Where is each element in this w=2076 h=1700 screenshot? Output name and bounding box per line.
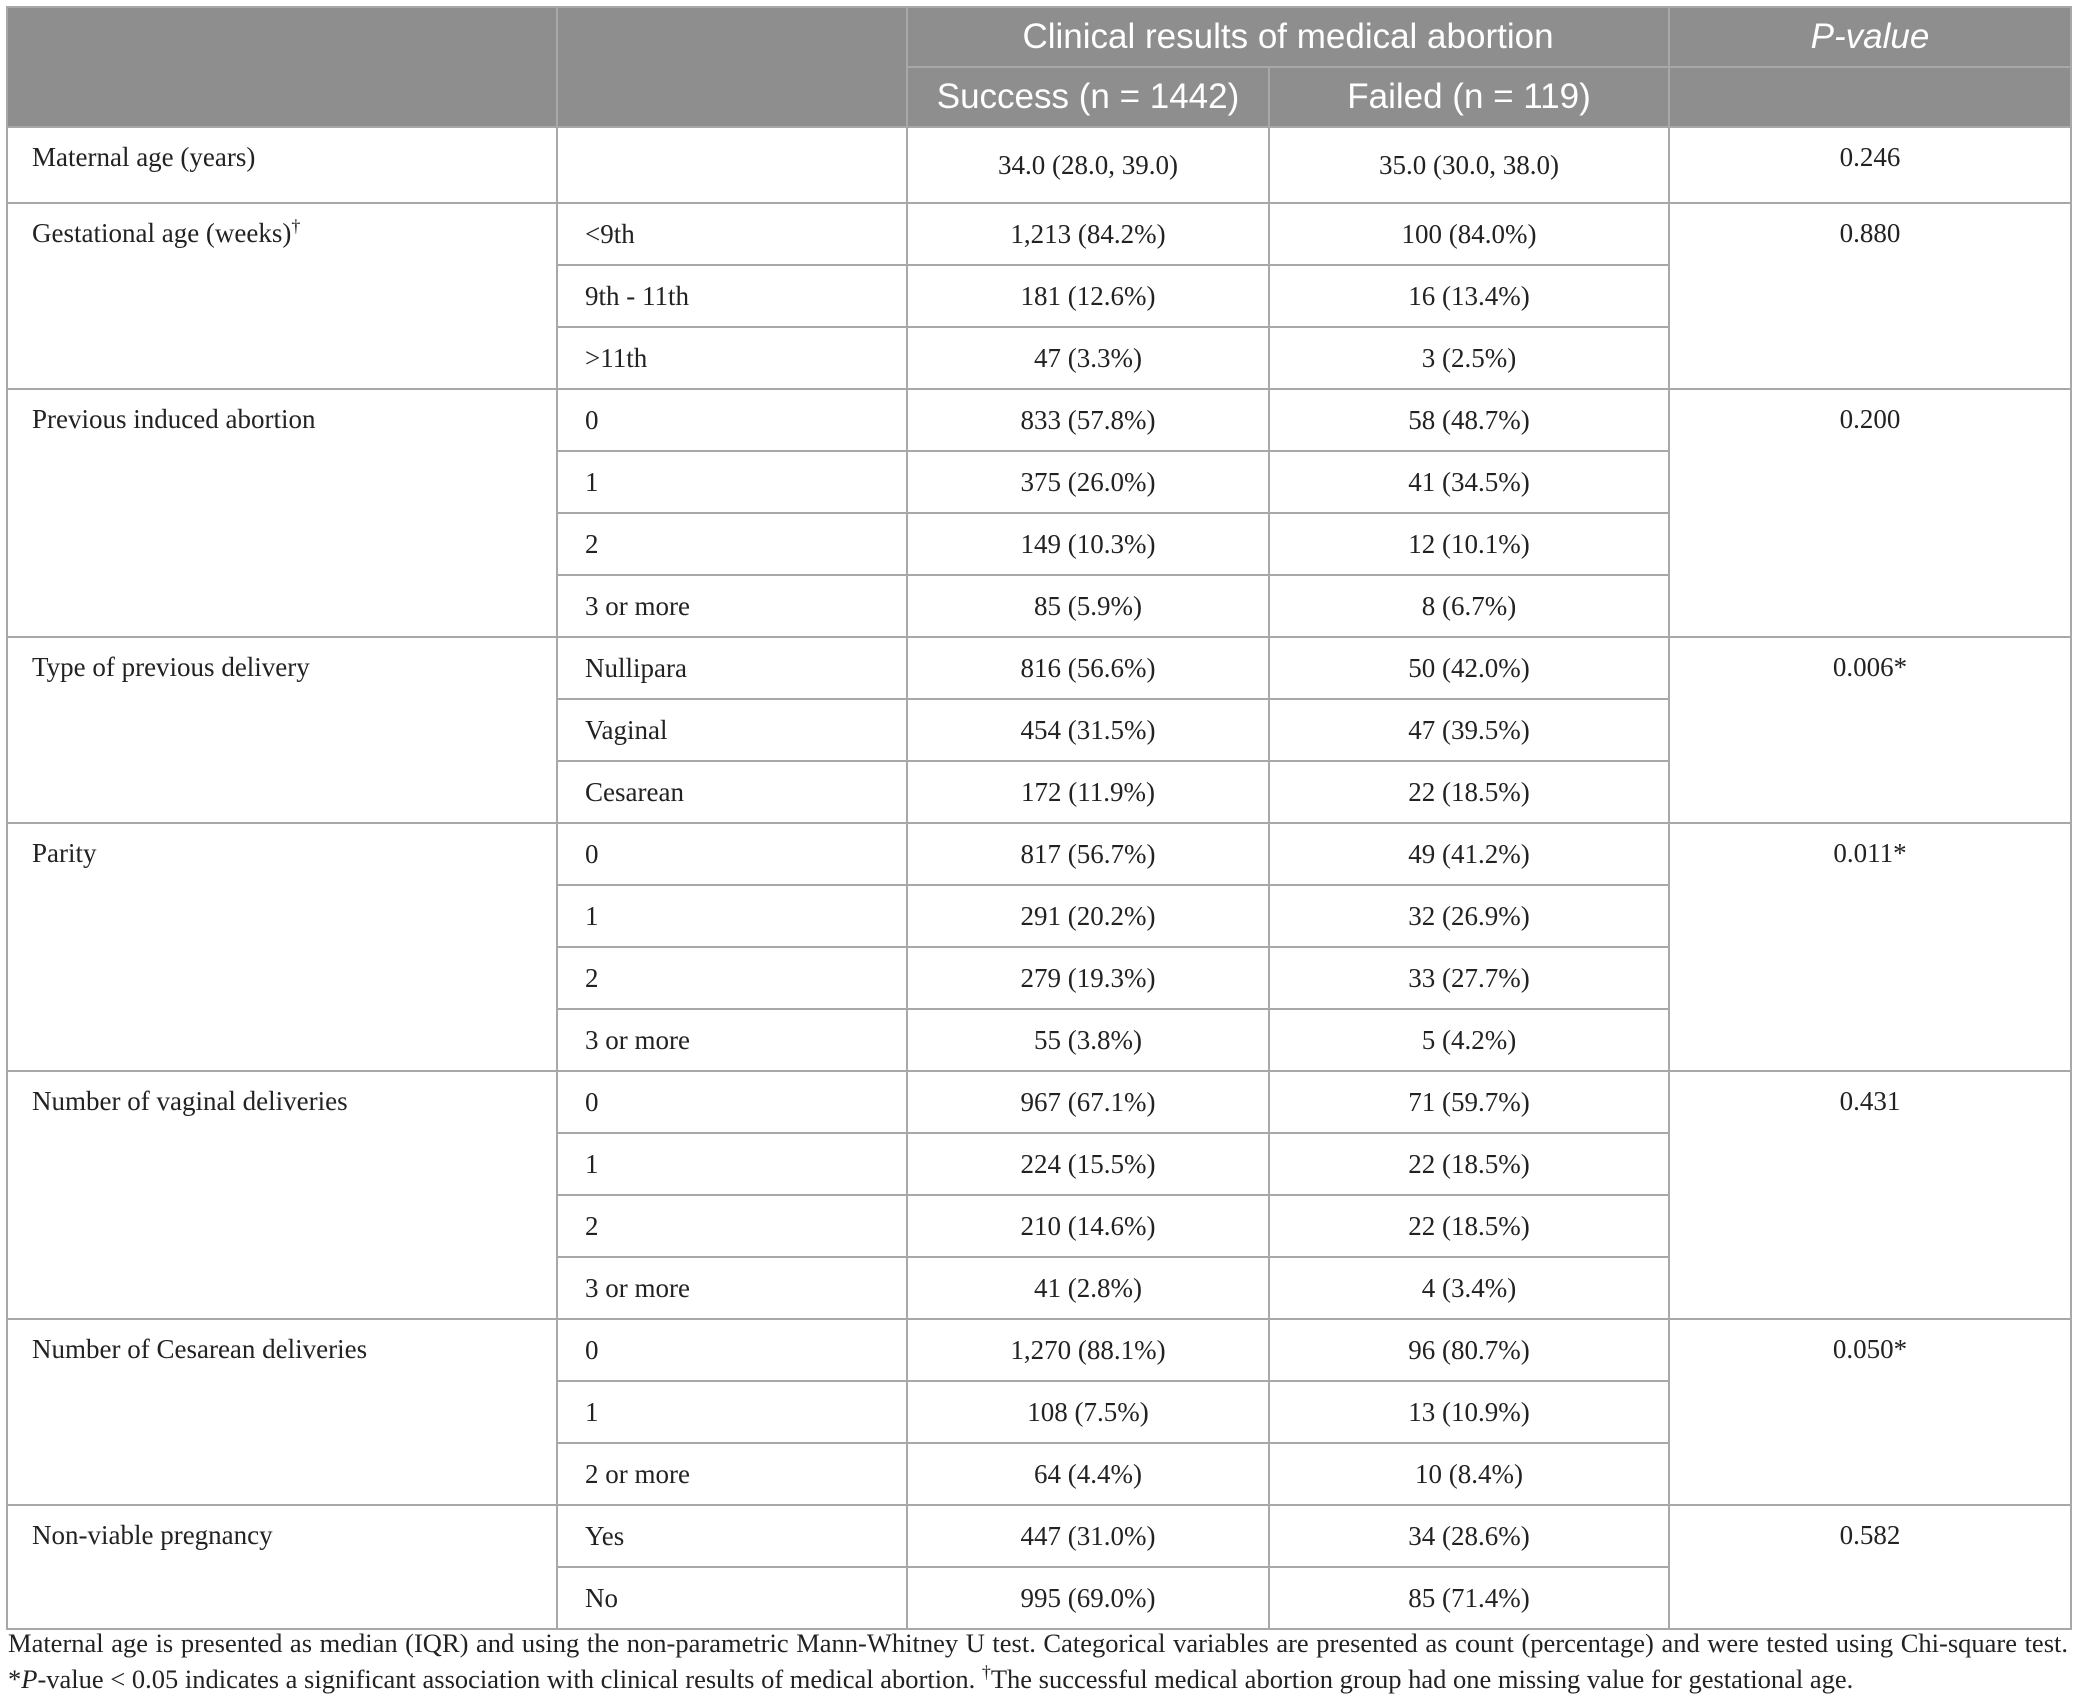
header-pvalue-blank <box>1669 67 2071 127</box>
header-blank-category <box>557 7 907 127</box>
success-cell: 64 (4.4%) <box>907 1443 1269 1505</box>
footnote-p-italic: P <box>21 1664 38 1694</box>
success-cell: 85 (5.9%) <box>907 575 1269 637</box>
pvalue-cell: 0.880 <box>1669 203 2071 389</box>
failed-cell: 10 (8.4%) <box>1269 1443 1669 1505</box>
success-cell: 181 (12.6%) <box>907 265 1269 327</box>
failed-cell: 47 (39.5%) <box>1269 699 1669 761</box>
failed-cell: 22 (18.5%) <box>1269 761 1669 823</box>
failed-cell: 50 (42.0%) <box>1269 637 1669 699</box>
pvalue-cell: 0.006* <box>1669 637 2071 823</box>
failed-cell: 35.0 (30.0, 38.0) <box>1269 127 1669 203</box>
category-cell: 1 <box>557 451 907 513</box>
failed-cell: 5 (4.2%) <box>1269 1009 1669 1071</box>
success-cell: 47 (3.3%) <box>907 327 1269 389</box>
category-cell: 1 <box>557 1381 907 1443</box>
pvalue-cell: 0.011* <box>1669 823 2071 1071</box>
category-cell: Vaginal <box>557 699 907 761</box>
variable-cell <box>7 1505 557 1629</box>
failed-cell: 100 (84.0%) <box>1269 203 1669 265</box>
success-cell: 291 (20.2%) <box>907 885 1269 947</box>
variable-label: Type of previous delivery <box>32 652 310 682</box>
category-cell: 2 <box>557 1195 907 1257</box>
success-cell: 210 (14.6%) <box>907 1195 1269 1257</box>
failed-cell: 34 (28.6%) <box>1269 1505 1669 1567</box>
category-cell: No <box>557 1567 907 1629</box>
failed-cell: 8 (6.7%) <box>1269 575 1669 637</box>
header-success: Success (n = 1442) <box>907 67 1269 127</box>
category-cell: 9th - 11th <box>557 265 907 327</box>
category-cell: 3 or more <box>557 1009 907 1071</box>
footnote-part3: The successful medical abortion group had one missing value for gestational age. <box>990 1664 1854 1694</box>
category-cell: 2 <box>557 513 907 575</box>
success-cell: 41 (2.8%) <box>907 1257 1269 1319</box>
failed-cell: 22 (18.5%) <box>1269 1195 1669 1257</box>
category-cell: 0 <box>557 823 907 885</box>
success-cell: 967 (67.1%) <box>907 1071 1269 1133</box>
table-row <box>7 127 2071 203</box>
table-row <box>7 823 2071 885</box>
failed-cell: 16 (13.4%) <box>1269 265 1669 327</box>
variable-label: Number of vaginal deliveries <box>32 1086 348 1116</box>
failed-cell: 49 (41.2%) <box>1269 823 1669 885</box>
table-row <box>7 389 2071 451</box>
header-blank-variable <box>7 7 557 127</box>
variable-label: Number of Cesarean deliveries <box>32 1334 368 1364</box>
header-pvalue-label: P-value <box>1810 17 1930 56</box>
success-cell: 108 (7.5%) <box>907 1381 1269 1443</box>
variable-cell <box>7 203 557 389</box>
category-cell: 1 <box>557 885 907 947</box>
success-cell: 149 (10.3%) <box>907 513 1269 575</box>
category-cell <box>557 127 907 203</box>
table-footnote <box>8 1625 2068 1697</box>
category-cell: 3 or more <box>557 1257 907 1319</box>
failed-cell: 85 (71.4%) <box>1269 1567 1669 1629</box>
pvalue-cell: 0.431 <box>1669 1071 2071 1319</box>
pvalue-cell: 0.200 <box>1669 389 2071 637</box>
pvalue-cell: 0.050* <box>1669 1319 2071 1505</box>
variable-label: Previous induced abortion <box>32 404 316 434</box>
variable-label: Non-viable pregnancy <box>32 1520 273 1550</box>
header-failed: Failed (n = 119) <box>1269 67 1669 127</box>
table-row <box>7 1319 2071 1381</box>
category-cell: <9th <box>557 203 907 265</box>
failed-cell: 41 (34.5%) <box>1269 451 1669 513</box>
success-cell: 55 (3.8%) <box>907 1009 1269 1071</box>
table-row <box>7 1505 2071 1567</box>
table-row <box>7 1071 2071 1133</box>
failed-cell: 22 (18.5%) <box>1269 1133 1669 1195</box>
table-row <box>7 203 2071 265</box>
failed-cell: 4 (3.4%) <box>1269 1257 1669 1319</box>
success-cell: 816 (56.6%) <box>907 637 1269 699</box>
category-cell: >11th <box>557 327 907 389</box>
success-cell: 34.0 (28.0, 39.0) <box>907 127 1269 203</box>
success-cell: 224 (15.5%) <box>907 1133 1269 1195</box>
failed-cell: 12 (10.1%) <box>1269 513 1669 575</box>
table-row <box>7 637 2071 699</box>
success-cell: 172 (11.9%) <box>907 761 1269 823</box>
category-cell: 2 or more <box>557 1443 907 1505</box>
success-cell: 1,213 (84.2%) <box>907 203 1269 265</box>
category-cell: Cesarean <box>557 761 907 823</box>
failed-cell: 58 (48.7%) <box>1269 389 1669 451</box>
table-body <box>7 127 2071 1629</box>
table-header <box>7 7 2071 127</box>
failed-cell: 3 (2.5%) <box>1269 327 1669 389</box>
category-cell: 2 <box>557 947 907 1009</box>
success-cell: 1,270 (88.1%) <box>907 1319 1269 1381</box>
header-pvalue <box>1669 7 2071 67</box>
variable-cell <box>7 1319 557 1505</box>
failed-cell: 71 (59.7%) <box>1269 1071 1669 1133</box>
category-cell: Nullipara <box>557 637 907 699</box>
variable-dagger: † <box>291 216 301 236</box>
success-cell: 833 (57.8%) <box>907 389 1269 451</box>
variable-cell <box>7 1071 557 1319</box>
variable-cell <box>7 127 557 203</box>
success-cell: 454 (31.5%) <box>907 699 1269 761</box>
variable-cell <box>7 637 557 823</box>
success-cell: 375 (26.0%) <box>907 451 1269 513</box>
success-cell: 817 (56.7%) <box>907 823 1269 885</box>
category-cell: 1 <box>557 1133 907 1195</box>
category-cell: 0 <box>557 1071 907 1133</box>
variable-cell <box>7 389 557 637</box>
category-cell: 0 <box>557 389 907 451</box>
category-cell: Yes <box>557 1505 907 1567</box>
variable-label: Maternal age (years) <box>32 142 256 172</box>
pvalue-cell: 0.582 <box>1669 1505 2071 1629</box>
failed-cell: 96 (80.7%) <box>1269 1319 1669 1381</box>
category-cell: 0 <box>557 1319 907 1381</box>
header-group-title: Clinical results of medical abortion <box>907 7 1669 67</box>
variable-label: Gestational age (weeks) <box>32 218 292 248</box>
table-container <box>6 6 2070 1630</box>
success-cell: 279 (19.3%) <box>907 947 1269 1009</box>
footnote-dagger: † <box>981 1662 991 1683</box>
variable-cell <box>7 823 557 1071</box>
success-cell: 995 (69.0%) <box>907 1567 1269 1629</box>
failed-cell: 32 (26.9%) <box>1269 885 1669 947</box>
footnote-part2: -value < 0.05 indicates a significant association with clinical results of medical abortion. <box>37 1664 982 1694</box>
footnote-part1: Maternal age is presented as median (IQR) and using the non-parametric Mann-Whitney U test. Categorical variables are presented as count (percentage) and were tested using Chi-square test. * <box>8 1628 2068 1694</box>
results-table <box>6 6 2072 1630</box>
variable-label: Parity <box>32 838 97 868</box>
category-cell: 3 or more <box>557 575 907 637</box>
pvalue-cell: 0.246 <box>1669 127 2071 203</box>
success-cell: 447 (31.0%) <box>907 1505 1269 1567</box>
failed-cell: 13 (10.9%) <box>1269 1381 1669 1443</box>
failed-cell: 33 (27.7%) <box>1269 947 1669 1009</box>
